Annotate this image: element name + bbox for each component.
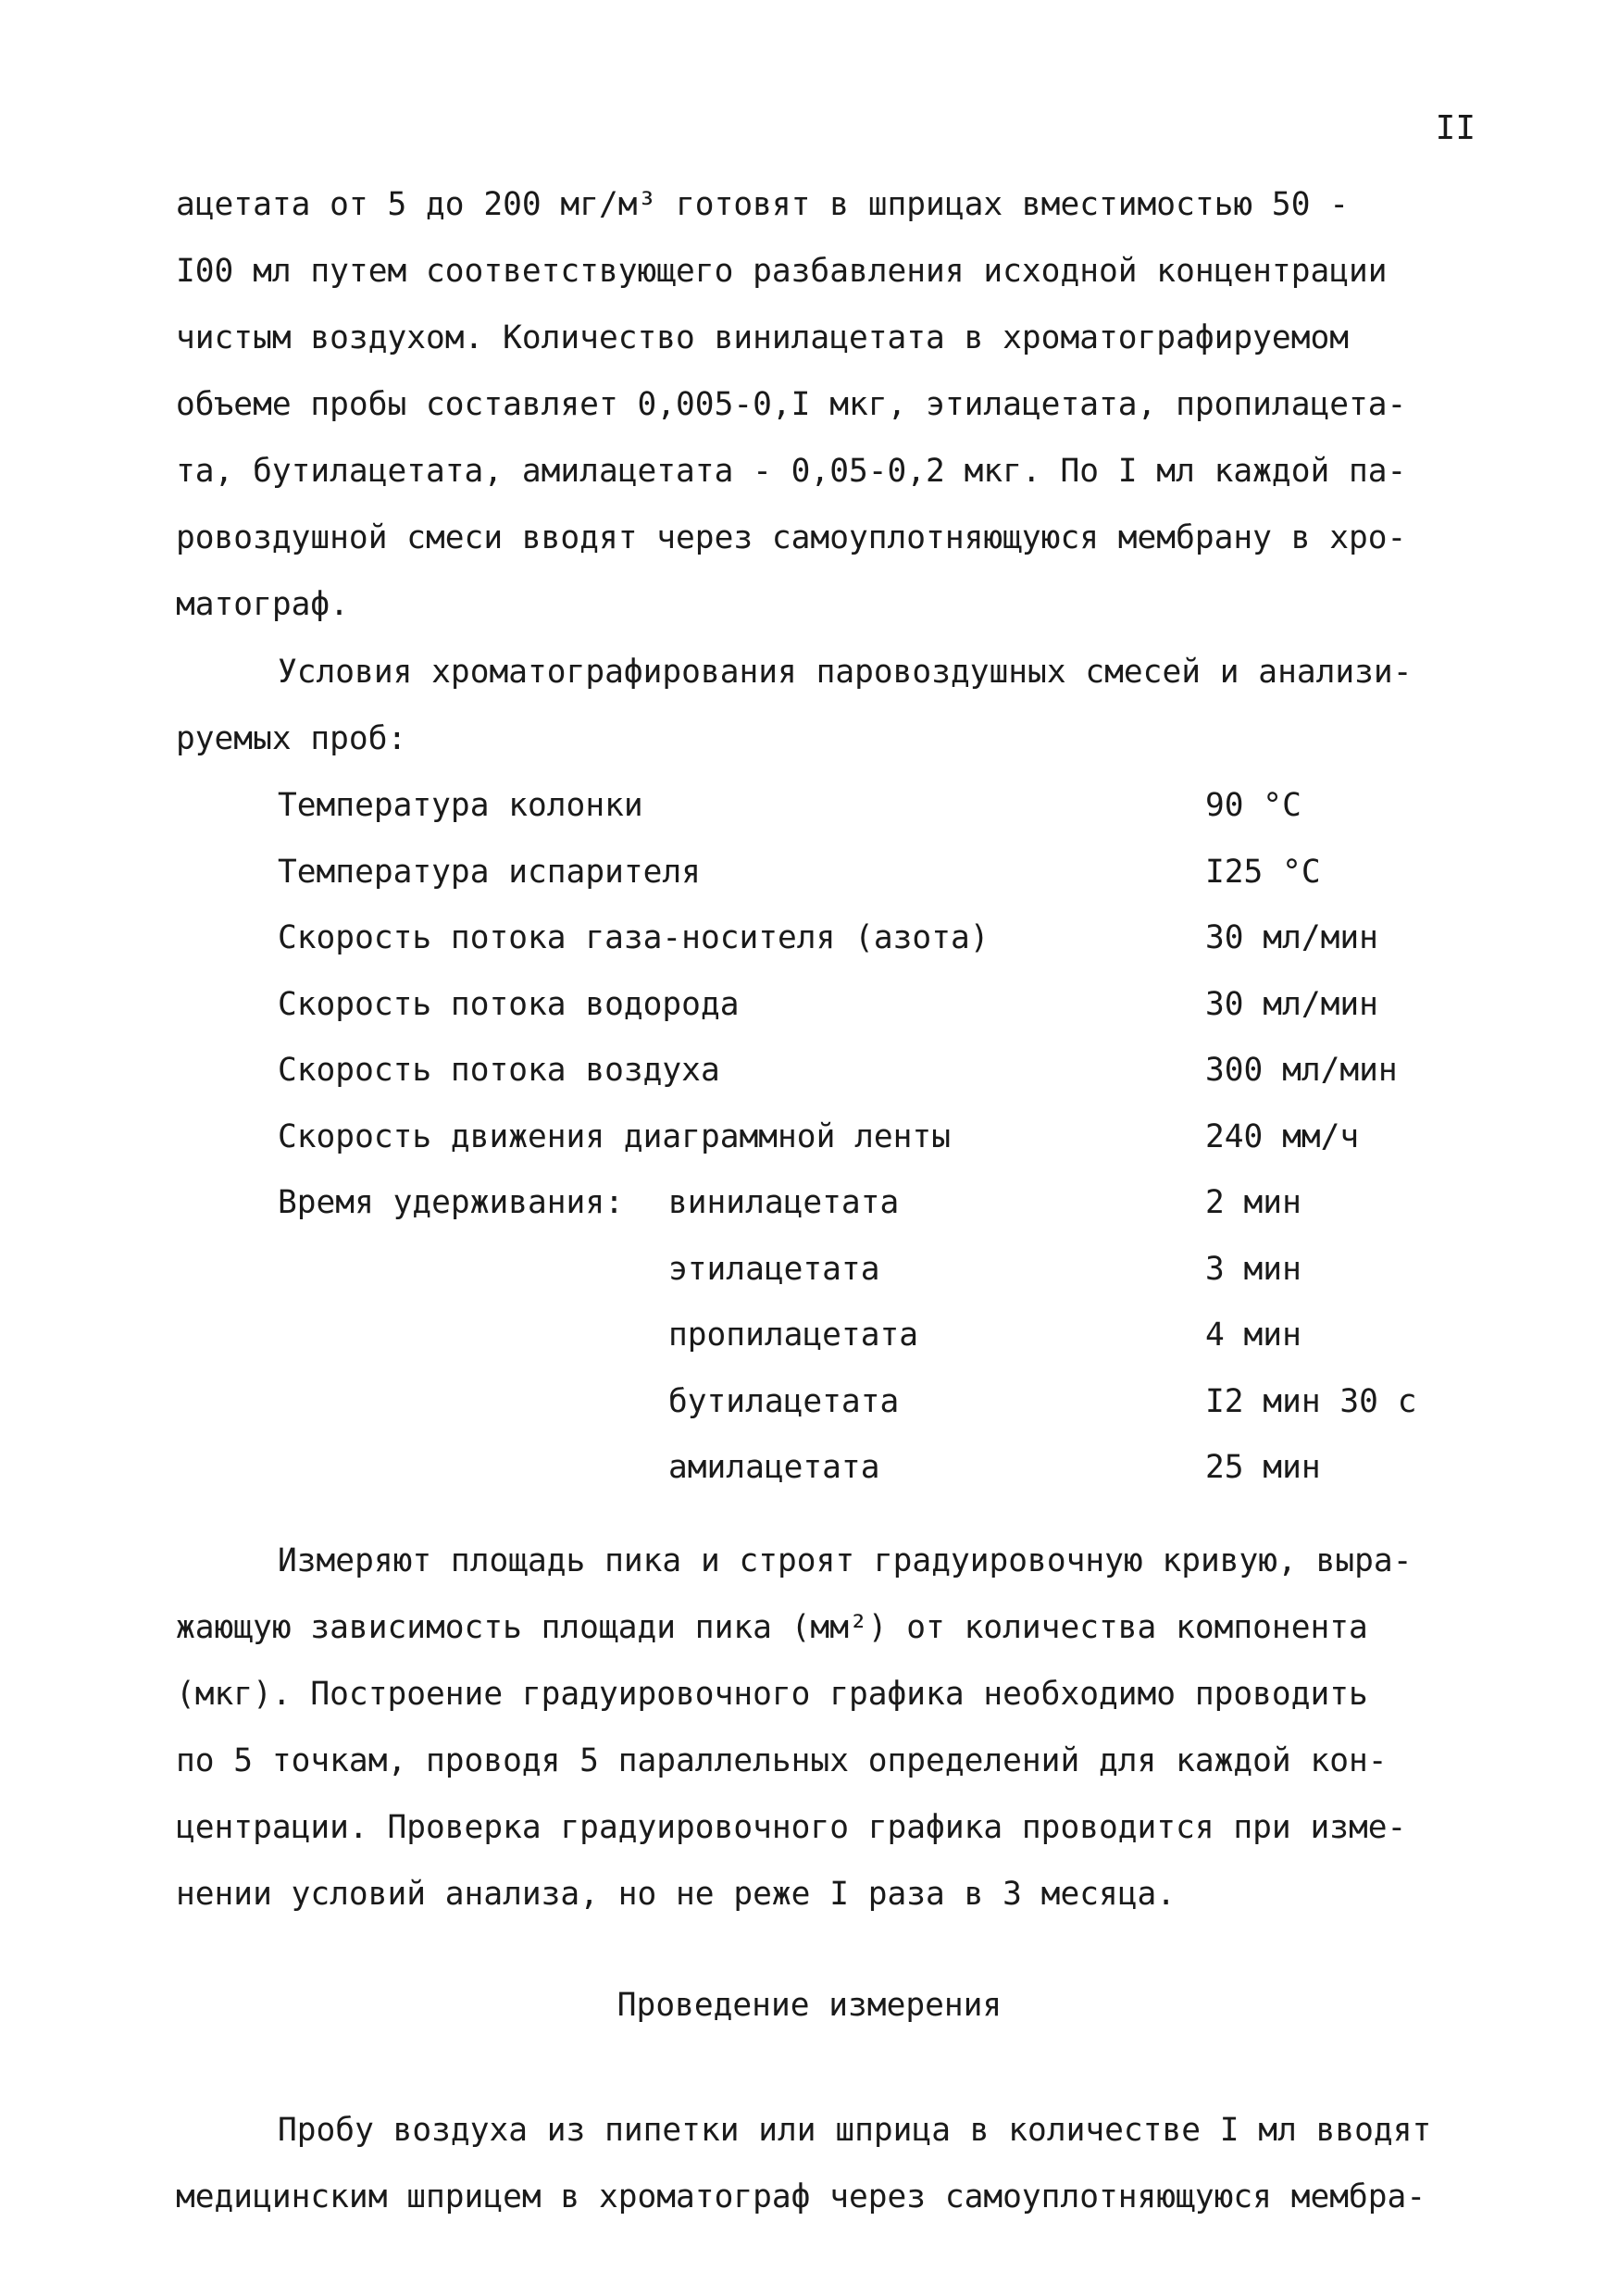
parameter-value: I2 мин 30 с [1205, 1382, 1417, 1420]
parameter-row [278, 1369, 1481, 1436]
parameter-row [278, 1170, 1481, 1237]
parameter-name: Скорость потока воздуха [278, 1052, 720, 1089]
parameter-sub: амилацетата [668, 1449, 880, 1486]
parameter-value: 30 мл/мин [1205, 985, 1378, 1023]
parameter-value: 90 °С [1205, 787, 1301, 824]
text-line: нении условий анализа, но не реже I раза в 3 месяца. [176, 1876, 1177, 1913]
page-number: II [1435, 109, 1476, 147]
parameter-row [278, 972, 1481, 1039]
text-line: центрации. Проверка градуировочного графика проводится при изме- [176, 1809, 1407, 1846]
parameter-sub: пропилацетата [668, 1316, 919, 1354]
text-line: ровоздушной смеси вводят через самоуплотняющуюся мембрану в хро- [176, 519, 1407, 556]
text-line: Пробу воздуха из пипетки или шприца в количестве I мл вводят [278, 2112, 1432, 2149]
text-line: по 5 точкам, проводя 5 параллельных определений для каждой кон- [176, 1742, 1388, 1779]
parameter-row [278, 1303, 1481, 1369]
text-line: та, бутилацетата, амилацетата - 0,05-0,2 мкг. По I мл каждой па- [176, 453, 1407, 490]
parameter-sub: винилацетата [668, 1184, 900, 1221]
parameter-row [278, 905, 1481, 972]
text-line: матограф. [176, 586, 349, 623]
parameter-row [278, 1104, 1481, 1171]
parameter-row [278, 1435, 1481, 1502]
parameter-list [278, 773, 1481, 1502]
parameter-value: 3 мин [1205, 1250, 1301, 1288]
parameter-row [278, 1237, 1481, 1304]
text-line: Условия хроматографирования паровоздушных смесей и анализи- [278, 654, 1413, 691]
parameter-sub: этилацетата [668, 1250, 880, 1288]
parameter-name: Скорость потока газа-носителя (азота) [278, 919, 990, 956]
text-line: (мкг). Построение градуировочного графика необходимо проводить [176, 1676, 1368, 1713]
text-line: чистым воздухом. Количество винилацетата в хроматографируемом [176, 319, 1350, 356]
parameter-row [278, 773, 1481, 840]
parameter-name: Температура колонки [278, 787, 643, 824]
text-line: жающую зависимость площади пика (мм²) от количества компонента [176, 1609, 1368, 1646]
parameter-name: Время удерживания: [278, 1184, 624, 1221]
parameter-value: 4 мин [1205, 1316, 1301, 1354]
text-line: Измеряют площадь пика и строят градуировочную кривую, выра- [278, 1542, 1413, 1579]
parameter-value: 30 мл/мин [1205, 919, 1378, 956]
conditions-intro [176, 639, 1472, 772]
parameter-name: Скорость потока водорода [278, 985, 740, 1023]
parameter-row [278, 1038, 1481, 1104]
text-line: I00 мл путем соответствующего разбавления исходной концентрации [176, 253, 1388, 290]
parameter-value: I25 °С [1205, 853, 1321, 891]
parameter-value: 2 мин [1205, 1184, 1301, 1221]
text-line: руемых проб: [176, 720, 407, 757]
parameter-value: 25 мин [1205, 1449, 1321, 1486]
parameter-value: 240 мм/ч [1205, 1117, 1360, 1155]
intro-paragraph [176, 171, 1472, 638]
parameter-row [278, 840, 1481, 906]
parameter-name: Температура испарителя [278, 853, 701, 891]
text-line: объеме пробы составляет 0,005-0,I мкг, этилацетата, пропилацета- [176, 386, 1407, 423]
text-line: медицинским шприцем в хроматограф через самоуплотняющуюся мембра- [176, 2178, 1426, 2215]
section-heading: Проведение измерения [616, 1987, 1003, 2024]
final-paragraph [176, 2097, 1472, 2230]
text-line: ацетата от 5 до 200 мг/м³ готовят в шприцах вместимостью 50 - [176, 186, 1350, 223]
measure-paragraph [176, 1528, 1472, 1928]
parameter-sub: бутилацетата [668, 1382, 900, 1420]
parameter-name: Скорость движения диаграммной ленты [278, 1117, 951, 1155]
parameter-value: 300 мл/мин [1205, 1052, 1398, 1089]
